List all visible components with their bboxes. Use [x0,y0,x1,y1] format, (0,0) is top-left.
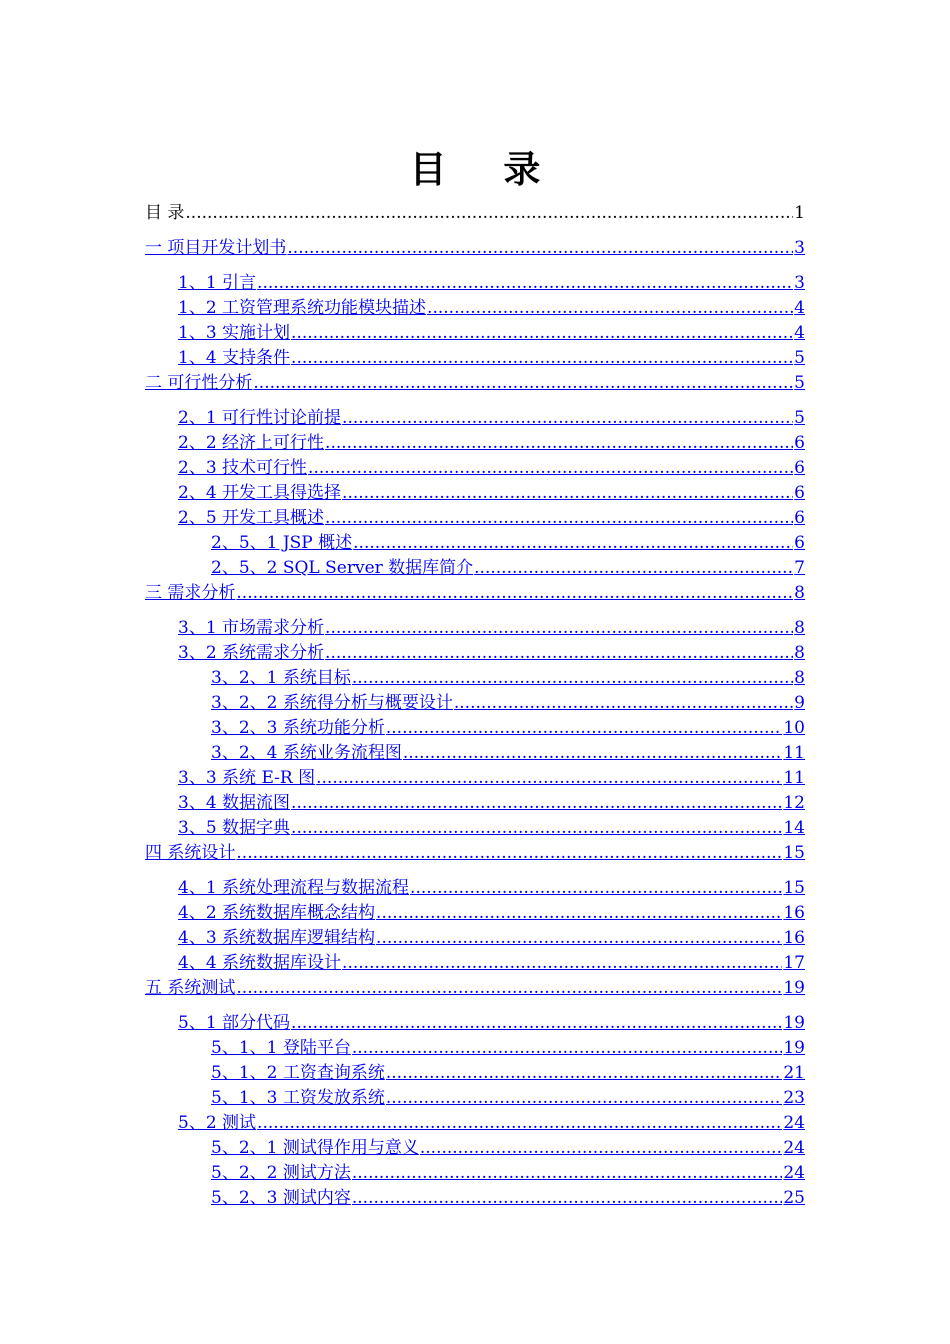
toc-entry[interactable] [145,973,805,998]
toc-entry-label: 4、1 系统处理流程与数据流程 [178,878,410,898]
toc-leader-dots [352,1188,783,1208]
toc-leader-dots [353,533,793,553]
toc-entry[interactable] [178,898,805,923]
toc-entry-page-number: 5 [794,408,805,428]
toc-entry[interactable] [178,403,805,428]
toc-entry-label: 3、2、4 系统业务流程图 [211,743,402,763]
toc-entry-label: 5、1、1 登陆平台 [211,1038,351,1058]
toc-entry-page-number: 17 [783,953,805,973]
toc-entry-page-number: 5 [794,373,805,393]
toc-leader-dots [474,558,793,578]
toc-entry[interactable] [178,873,805,898]
toc-entry[interactable] [178,948,805,973]
toc-leader-dots [236,583,793,603]
toc-entry-label: 4、4 系统数据库设计 [178,953,342,973]
toc-entry-label: 1、1 引言 [178,273,257,293]
toc-entry[interactable] [145,838,805,863]
toc-entry-label: 2、2 经济上可行性 [178,433,325,453]
toc-entry-label: 3、2、2 系统得分析与概要设计 [211,693,453,713]
toc-entry-label: 4、2 系统数据库概念结构 [178,903,376,923]
toc-leader-dots [291,793,782,813]
toc-entry[interactable] [178,613,805,638]
toc-entry-label: 5、1、3 工资发放系统 [211,1088,385,1108]
toc-entry[interactable] [178,923,805,948]
toc-entry[interactable] [211,663,805,688]
toc-entry-page-number: 8 [794,583,805,603]
toc-leader-dots [325,508,793,528]
toc-entry[interactable] [178,763,805,788]
toc-entry-page-number: 6 [794,483,805,503]
toc-leader-dots [185,203,793,223]
toc-leader-dots [236,978,782,998]
toc-entry[interactable] [211,1058,805,1083]
toc-entry-label: 3、1 市场需求分析 [178,618,325,638]
toc-entry-page-number: 4 [794,298,805,318]
toc-leader-dots [308,458,793,478]
toc-entry[interactable] [178,343,805,368]
toc-entry[interactable] [211,1158,805,1183]
toc-leader-dots [287,238,793,258]
toc-entry-page-number: 19 [783,978,805,998]
toc-entry-page-number: 11 [783,768,805,788]
toc-leader-dots [342,953,782,973]
toc-leader-dots [257,273,793,293]
toc-entry-page-number: 15 [783,878,805,898]
toc-entry-label: 3、2、1 系统目标 [211,668,351,688]
toc-entry[interactable] [211,713,805,738]
toc-entry-page-number: 3 [794,238,805,258]
toc-entry[interactable] [178,453,805,478]
toc-entry[interactable] [211,1133,805,1158]
toc-entry-page-number: 6 [794,433,805,453]
toc-entry-label: 5、2 测试 [178,1113,257,1133]
toc-entry-page-number: 19 [783,1013,805,1033]
toc-entry-label: 2、5、1 JSP 概述 [211,533,353,553]
toc-entry-page-number: 14 [783,818,805,838]
toc-entry-page-number: 16 [783,928,805,948]
toc-entry-label: 五 系统测试 [145,978,236,998]
toc-entry-page-number: 9 [794,693,805,713]
toc-entry-label: 5、2、3 测试内容 [211,1188,351,1208]
toc-entry[interactable] [211,553,805,578]
toc-entry-page-number: 16 [783,903,805,923]
toc-entry-label: 1、4 支持条件 [178,348,291,368]
toc-leader-dots [376,928,782,948]
toc-entry[interactable] [178,788,805,813]
toc-leader-dots [325,433,793,453]
toc-entry[interactable] [145,368,805,393]
toc-entry[interactable] [178,293,805,318]
toc-leader-dots [403,743,783,763]
toc-leader-dots [386,1088,783,1108]
toc-entry-label: 2、3 技术可行性 [178,458,308,478]
toc-entry[interactable] [211,1183,805,1208]
toc-leader-dots [352,1163,783,1183]
toc-entry-page-number: 8 [794,668,805,688]
toc-leader-dots [236,843,782,863]
toc-leader-dots [257,1113,782,1133]
toc-entry[interactable] [211,738,805,763]
toc-leader-dots [291,1013,782,1033]
toc-leader-dots [291,348,793,368]
toc-leader-dots [376,903,782,923]
toc-entry[interactable] [178,503,805,528]
toc-entry-label: 3、5 数据字典 [178,818,291,838]
toc-leader-dots [253,373,793,393]
toc-entry-label: 5、1 部分代码 [178,1013,291,1033]
toc-entry-page-number: 25 [783,1188,805,1208]
toc-leader-dots [342,483,793,503]
page-title: 目 录 [409,148,563,191]
toc-entry-label: 四 系统设计 [145,843,236,863]
toc-entry-page-number: 5 [794,348,805,368]
toc-entry-page-number: 6 [794,458,805,478]
toc-entry-page-number: 21 [783,1063,805,1083]
toc-entry[interactable] [145,578,805,603]
toc-entry[interactable] [178,318,805,343]
toc-entry-page-number: 24 [783,1138,805,1158]
toc-entry[interactable] [178,478,805,503]
toc-entry[interactable] [211,1033,805,1058]
toc-leader-dots [386,718,783,738]
toc-entry-page-number: 8 [794,643,805,663]
toc-entry-label: 2、1 可行性讨论前提 [178,408,342,428]
toc-entry-page-number: 7 [794,558,805,578]
toc-entry-page-number: 1 [794,203,805,223]
toc-entry-label: 5、2、2 测试方法 [211,1163,351,1183]
toc-entry-page-number: 3 [794,273,805,293]
toc-entry[interactable] [178,1008,805,1033]
toc-entry-label: 3、2、3 系统功能分析 [211,718,385,738]
toc-leader-dots [420,1138,783,1158]
toc-entry-label: 5、1、2 工资查询系统 [211,1063,385,1083]
toc-leader-dots [352,1038,783,1058]
toc-entry[interactable] [211,528,805,553]
toc-leader-dots [342,408,793,428]
toc-leader-dots [291,818,782,838]
toc-entry-label: 5、2、1 测试得作用与意义 [211,1138,419,1158]
toc-entry-page-number: 8 [794,618,805,638]
toc-leader-dots [386,1063,783,1083]
toc-leader-dots [316,768,782,788]
toc-entry-label: 2、5、2 SQL Server 数据库简介 [211,558,474,578]
toc-leader-dots [352,668,793,688]
toc-leader-dots [410,878,782,898]
toc-entry-label: 1、3 实施计划 [178,323,291,343]
toc-leader-dots [325,618,793,638]
toc-entry-label: 2、5 开发工具概述 [178,508,325,528]
toc-entry-page-number: 11 [783,743,805,763]
toc-entry-page-number: 15 [783,843,805,863]
toc-leader-dots [325,643,793,663]
toc-entry-page-number: 10 [783,718,805,738]
toc-entry-label: 1、2 工资管理系统功能模块描述 [178,298,427,318]
toc-entry[interactable] [178,428,805,453]
toc-entry[interactable] [178,813,805,838]
toc-entry[interactable] [178,638,805,663]
toc-entry-page-number: 24 [783,1163,805,1183]
toc-entry[interactable] [178,268,805,293]
toc-entry-label: 目 录 [145,203,185,223]
toc-entry-page-number: 23 [783,1088,805,1108]
toc-entry[interactable] [211,688,805,713]
toc-entry-page-number: 19 [783,1038,805,1058]
toc-entry-label: 二 可行性分析 [145,373,253,393]
toc-entry-label: 4、3 系统数据库逻辑结构 [178,928,376,948]
toc-entry[interactable] [145,233,805,258]
toc-entry-page-number: 12 [783,793,805,813]
toc-entry[interactable] [211,1083,805,1108]
toc-entry-label: 2、4 开发工具得选择 [178,483,342,503]
toc-leader-dots [454,693,793,713]
toc-entry-page-number: 24 [783,1113,805,1133]
toc-entry-page-number: 4 [794,323,805,343]
toc-entry-label: 3、2 系统需求分析 [178,643,325,663]
toc-entry-page-number: 6 [794,508,805,528]
toc-entry-label: 3、4 数据流图 [178,793,291,813]
toc-leader-dots [291,323,793,343]
toc-entry [145,198,805,223]
toc-entry-label: 三 需求分析 [145,583,236,603]
toc-entry-page-number: 6 [794,533,805,553]
toc-entry[interactable] [178,1108,805,1133]
toc-entry-label: 3、3 系统 E-R 图 [178,768,316,788]
toc-entry-label: 一 项目开发计划书 [145,238,287,258]
toc-leader-dots [427,298,793,318]
